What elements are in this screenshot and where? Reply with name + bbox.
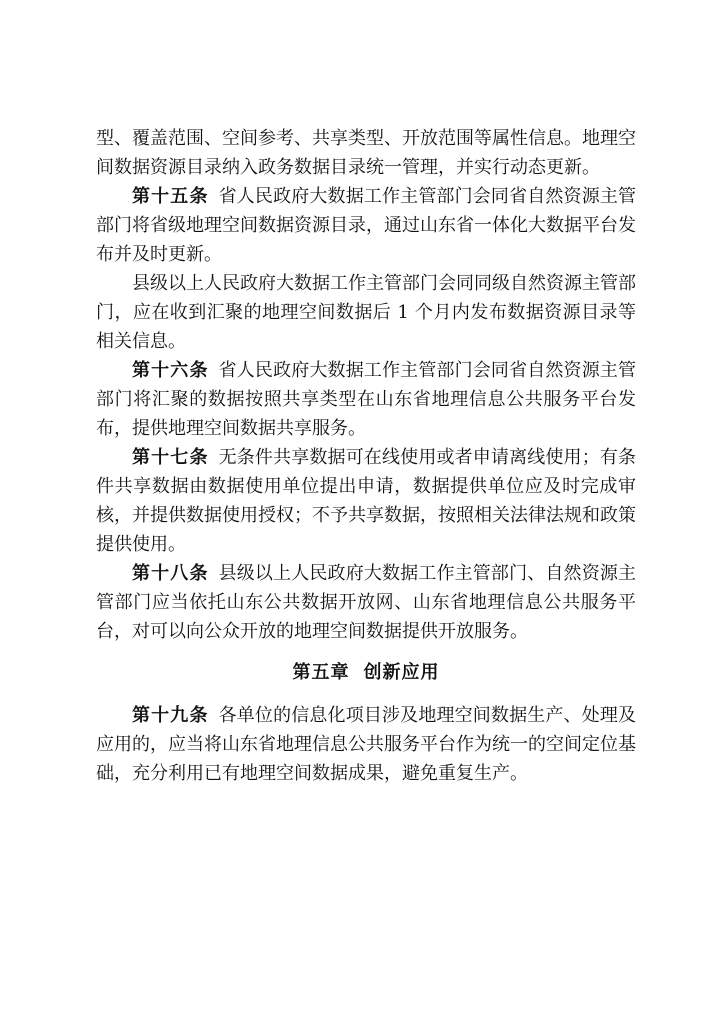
article-heading: 第十五条 xyxy=(132,186,209,207)
article-19 xyxy=(96,701,636,788)
article-heading: 第十七条 xyxy=(132,447,209,468)
article-text: 各单位的信息化项目涉及地理空间数据生产、处理及应用的，应当将山东省地理信息公共服务平台作为统一的空间定位基础，充分利用已有地理空间数据成果，避免重复生产。 xyxy=(96,705,637,784)
article-15-paragraph-2 xyxy=(96,269,636,356)
article-heading: 第十六条 xyxy=(132,360,209,381)
article-text: 省人民政府大数据工作主管部门会同省自然资源主管部门将省级地理空间数据资源目录，通过山东省一体化大数据平台发布并及时更新。 xyxy=(96,186,637,265)
article-text: 县级以上人民政府大数据工作主管部门、自然资源主管部门应当依托山东公共数据开放网、山东省地理信息公共服务平台，对可以向公众开放的地理空间数据提供开放服务。 xyxy=(96,563,637,642)
chapter-title: 创新应用 xyxy=(363,662,440,683)
article-17 xyxy=(96,443,636,559)
article-heading: 第十八条 xyxy=(132,563,209,584)
chapter-number: 第五章 xyxy=(292,662,350,683)
paragraph-text: 型、覆盖范围、空间参考、共享类型、开放范围等属性信息。地理空间数据资源目录纳入政务数据目录统一管理，并实行动态更新。 xyxy=(96,128,636,178)
paragraph-continuation xyxy=(96,124,636,182)
article-text: 无条件共享数据可在线使用或者申请离线使用；有条件共享数据由数据使用单位提出申请，数据提供单位应及时完成审核，并提供数据使用授权；不予共享数据，按照相关法律法规和政策提供使用。 xyxy=(96,447,637,555)
article-16 xyxy=(96,356,636,443)
article-heading: 第十九条 xyxy=(132,705,209,726)
article-text: 省人民政府大数据工作主管部门会同省自然资源主管部门将汇聚的数据按照共享类型在山东省地理信息公共服务平台发布，提供地理空间数据共享服务。 xyxy=(96,360,637,439)
paragraph-text: 县级以上人民政府大数据工作主管部门会同同级自然资源主管部门，应在收到汇聚的地理空间数据后 1 个月内发布数据资源目录等相关信息。 xyxy=(96,273,636,352)
article-18 xyxy=(96,559,636,646)
document-page xyxy=(96,124,636,788)
article-15 xyxy=(96,182,636,269)
chapter-heading xyxy=(96,658,636,687)
